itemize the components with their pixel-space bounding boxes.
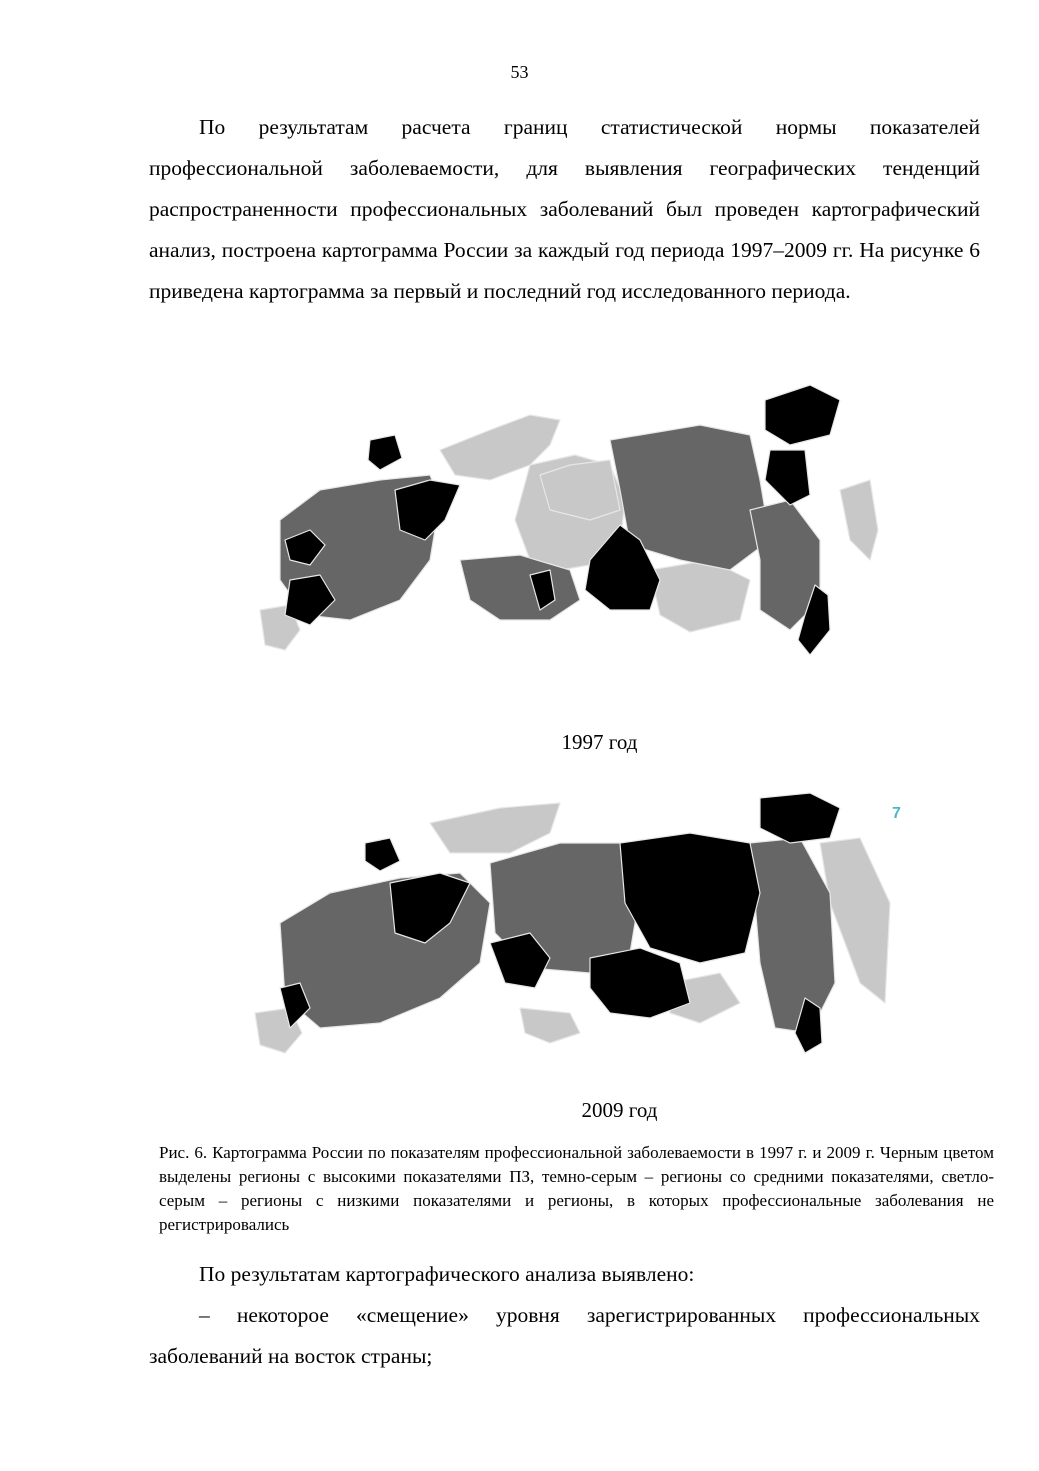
findings-intro: По результатам картографического анализа выявлено: (199, 1262, 695, 1286)
map-1997-label: 1997 год (561, 730, 638, 754)
region-high-chukotka (760, 793, 840, 843)
region-high-chukotka (765, 385, 840, 445)
region-low-arctic (430, 803, 560, 853)
region-high-irkutsk (590, 948, 690, 1018)
region-high-kola (365, 838, 400, 871)
map-2009-label: 2009 год (581, 1098, 658, 1122)
page-number: 53 (510, 62, 529, 82)
stray-mark: 7 (892, 805, 901, 822)
region-medium-far-east (750, 838, 835, 1033)
region-high-yakutia (620, 833, 760, 963)
region-high-magadan (765, 450, 810, 505)
intro-paragraph: По результатам расчета границ статистической нормы показателей профессиональной заболеваемости, для выявления географических тенденций распространенности профессиональных заболеваний был проведен картографический анализ, построена картограмма России за каждый год периода 1997–2009 гг. На рисунке 6 приведена картограмма за первый и последний год исследованного периода. (149, 115, 980, 303)
region-low-baikal (650, 560, 750, 632)
figure-caption: Рис. 6. Картограмма России по показателям профессиональной заболеваемости в 1997 г. и 2009 г. Черным цветом выделены регионы с высокими показателями ПЗ, темно-серым – регионы со средними показателями, светло-серым – регионы с низкими показателями и регионы, в которых профессиональные заболевания не регистрировались (159, 1143, 994, 1234)
map-2009-svg (230, 783, 910, 1073)
region-low-south-siberia (520, 1008, 580, 1043)
region-low-east-coast (840, 480, 878, 560)
map-2009 (230, 783, 910, 1073)
map-1997-svg (230, 370, 910, 690)
map-1997 (230, 370, 910, 690)
region-high-komi (395, 480, 460, 540)
region-high-kola (368, 435, 402, 470)
finding-1: – некоторое «смещение» уровня зарегистрированных профессиональных заболеваний на восток страны; (149, 1303, 980, 1368)
